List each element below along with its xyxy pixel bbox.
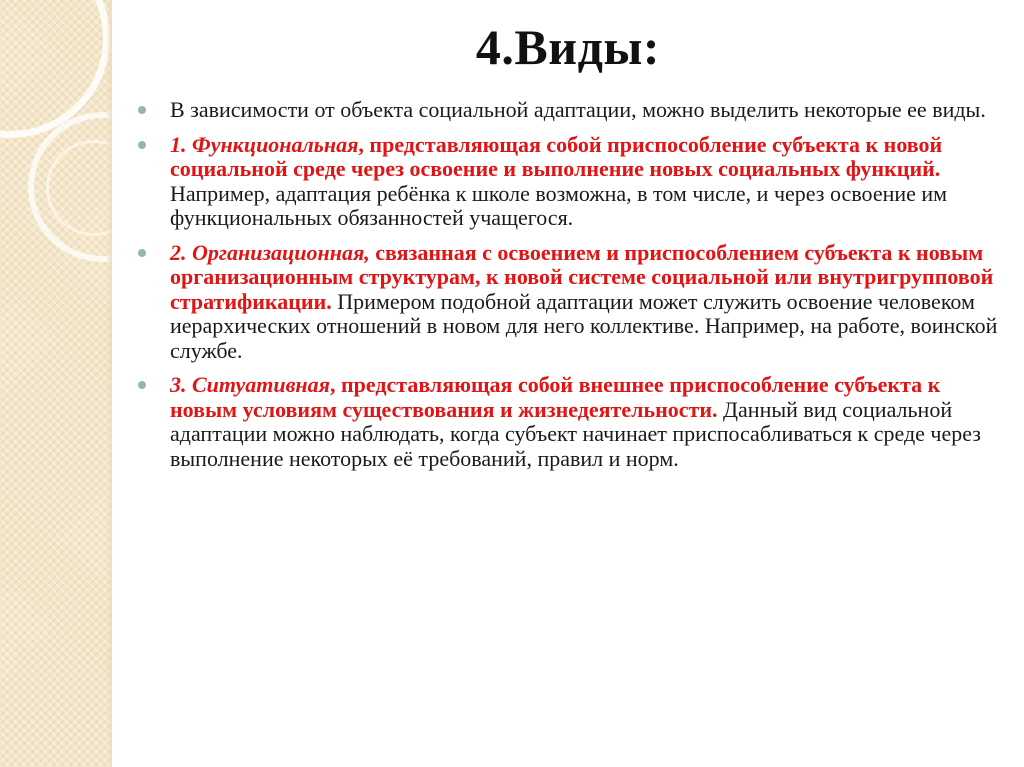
bullet-list [136,98,1006,481]
item-number: 3. [170,372,187,397]
bullet-item-intro [136,98,1006,123]
bullet-item-situational [136,373,1006,471]
item-example: Примером подобной адаптации может служить освоение человеком иерархических отношений в новом для него коллективе. Например, на работе, воинской службе. [170,288,998,363]
bullet-dot-icon [138,249,146,257]
item-definition: связанная с освоением и приспособлением субъекта к новым организационным структурам, к новой системе социальной или внутригрупповой стратификации. [170,239,994,314]
bullet-item-functional [136,133,1006,231]
bullet-dot-icon [138,381,146,389]
item-term: Организационная, [192,239,370,265]
item-number: 2. [170,239,187,265]
bullet-dot-icon [138,141,146,149]
intro-text: В зависимости от объекта социальной адаптации, можно выделить некоторые ее виды. [170,97,986,122]
item-definition: , представляющая собой внешнее приспособление субъекта к новым условиям существования и жизнедеятельности. [170,372,941,422]
decorative-side-panel [0,0,112,767]
item-term: Ситуативная [192,372,330,397]
bullet-item-organizational [136,241,1006,364]
item-example: Данный вид социальной адаптации можно наблюдать, когда субъект начинает приспосабливаться к среде через выполнение некоторых её требований, правил и норм. [170,396,981,471]
item-definition: , представляющая собой приспособление субъекта к новой социальной среде через освоение и выполнение новых социальных функций. [170,131,943,181]
item-term: Функциональная [192,131,359,157]
item-example: Например, адаптация ребёнка к школе возможна, в том числе, и через освоение им функциональных обязанностей учащегося. [170,180,948,230]
bullet-dot-icon [138,106,146,114]
item-number: 1. [170,131,187,157]
slide-title: 4.Виды: [475,19,661,75]
